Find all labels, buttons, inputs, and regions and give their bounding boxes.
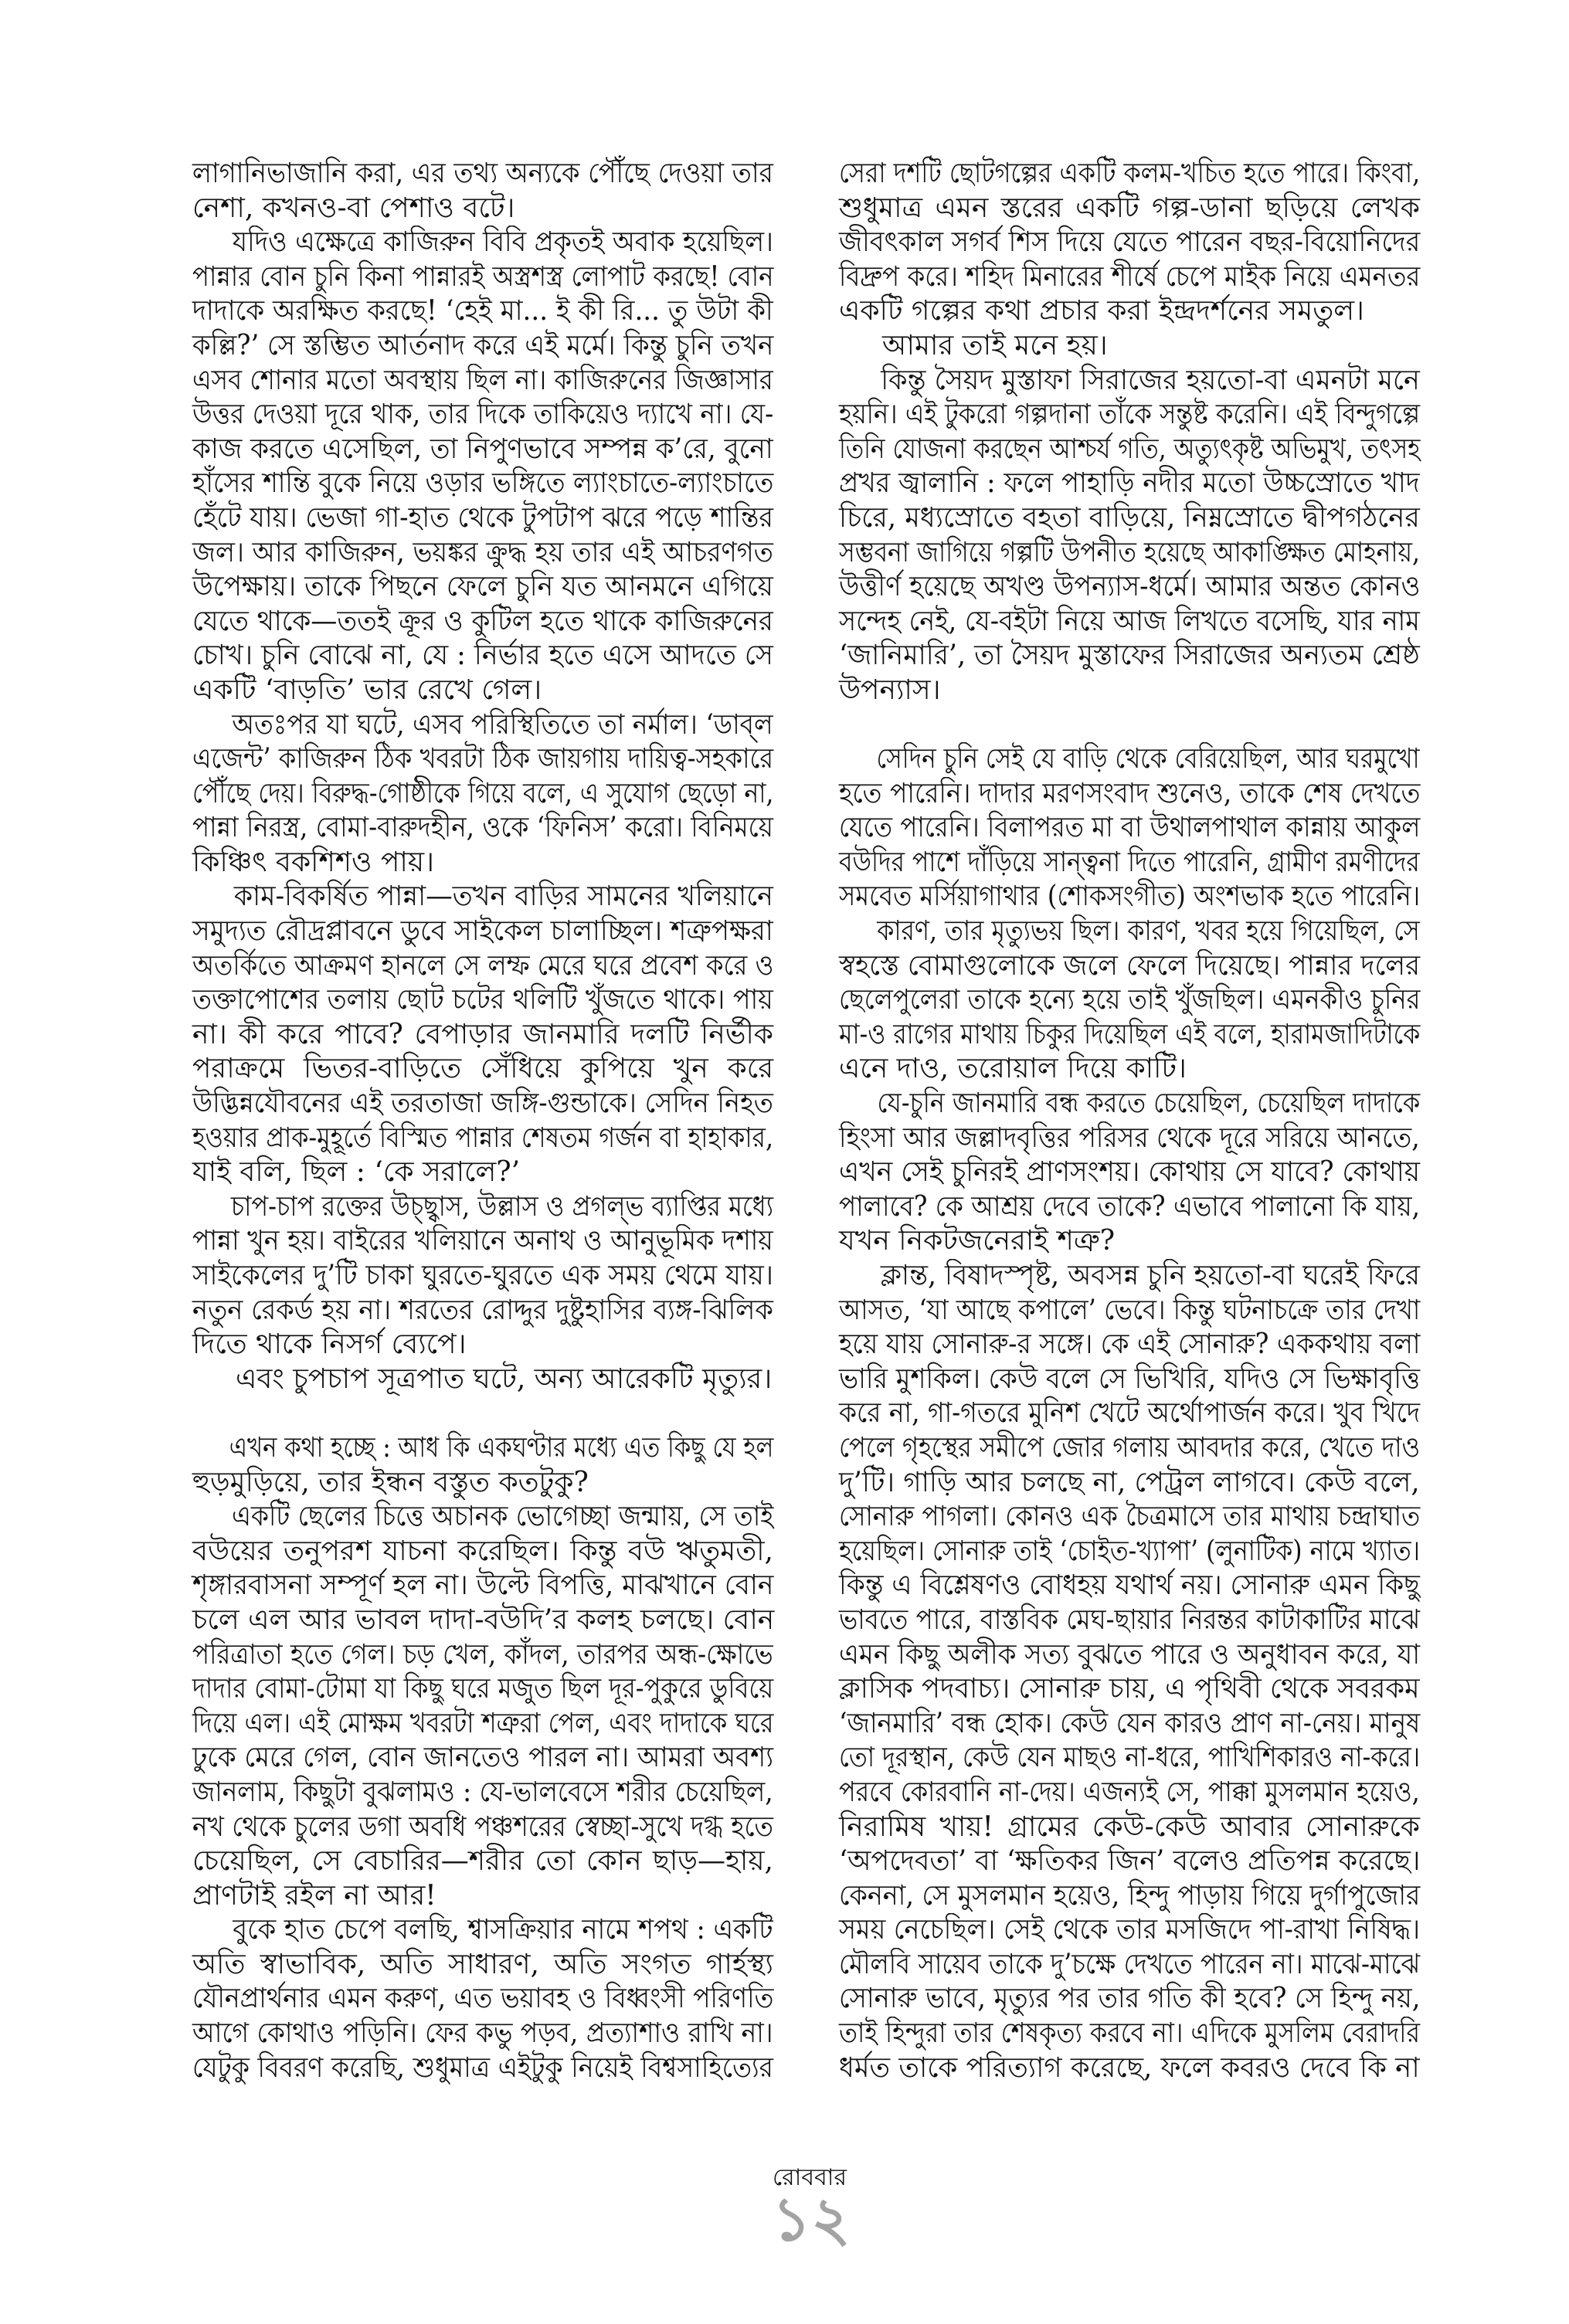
text-line: শুধুমাত্র এমন স্তরের একটি গল্প-ডানা ছড়িয়ে লেখক bbox=[839, 192, 1420, 224]
text-line: হেঁটে যায়। ভেজা গা-হাত থেকে টুপটাপ ঝরে পড়ে শান্তির bbox=[192, 501, 773, 534]
text-line: প্রখর জ্বালানি : ফলে পাহাড়ি নদীর মতো উচ্চস্রোতে খাদ bbox=[839, 467, 1420, 500]
paragraph bbox=[839, 742, 1420, 914]
paragraph bbox=[839, 157, 1420, 329]
text-line: শৃঙ্গারবাসনা সম্পূর্ণ হল না। উল্টে বিপত্তি, মাঝখানে বোন bbox=[192, 1569, 774, 1602]
text-line: উত্তর দেওয়া দূরে থাক, তার দিকে তাকিয়েও দ্যাখে না। যে- bbox=[192, 399, 774, 431]
text-line: এবং চুপচাপ সূত্রপাত ঘটে, অন্য আরেকটি মৃত্যুর। bbox=[236, 1362, 773, 1395]
page-number: ১২ bbox=[772, 2184, 851, 2254]
text-line: অতঃপর যা ঘটে, এসব পরিস্থিতিতে তা নর্মাল। ‘ডাব্‌ল bbox=[232, 708, 773, 741]
text-line: পরবে কোরবানি না-দেয়। এজন্যই সে, পাক্কা মুসলমান হয়েও, bbox=[839, 1776, 1420, 1808]
text-line: জানলাম, কিছুটা বুঝলামও : যে-ভালবেসে শরীর চেয়েছিল, bbox=[192, 1776, 773, 1808]
paragraph bbox=[192, 1431, 773, 1500]
text-line: একটি গল্পের কথা প্রচার করা ইন্দ্রদর্শনের সমতুল। bbox=[839, 295, 1364, 327]
text-line: বউয়ের তনুপরশ যাচনা করেছিল। কিন্তু বউ ঋতুমতী, bbox=[192, 1535, 773, 1567]
text-line: হতে পারেনি। দাদার মরণসংবাদ শুনেও, তাকে শেষ দেখতে bbox=[839, 777, 1421, 809]
paragraph bbox=[839, 914, 1420, 1087]
text-line: দাদার বোমা-টোমা যা কিছু ঘরে মজুত ছিল দূর-পুকুরে ডুবিয়ে bbox=[192, 1673, 774, 1705]
text-line: একটি ‘বাড়তি’ ভার রেখে গেল। bbox=[192, 673, 542, 706]
text-line: হিংসা আর জল্লাদবৃত্তির পরিসর থেকে দূরে সরিয়ে আনতে, bbox=[839, 1121, 1420, 1154]
text-line: উপেক্ষায়। তাকে পিছনে ফেলে চুনি যত আনমনে এগিয়ে bbox=[192, 571, 773, 603]
text-line: কিন্তু এ বিশ্লেষণও বোধহয় যথার্থ নয়। সোনারু এমন কিছু bbox=[839, 1569, 1420, 1602]
text-line: পান্না খুন হয়। বাইরের খলিয়ানে অনাথ ও আনুভূমিক দশায় bbox=[192, 1225, 773, 1257]
text-line: দাদাকে অরক্ষিত করছে! ‘হেই মা... ই কী রি... তু উটা কী bbox=[192, 295, 773, 327]
paragraph bbox=[839, 329, 1420, 364]
text-line: উত্তীর্ণ হয়েছে অখণ্ড উপন্যাস-ধর্মে। আমার অন্তত কোনও bbox=[839, 571, 1421, 603]
text-line: সোনারু পাগলা। কোনও এক চৈত্রমাসে তার মাথায় চন্দ্রাঘাত bbox=[839, 1501, 1421, 1533]
text-line: তিনি যোজনা করছেন আশ্চর্য গতি, অত্যুৎকৃষ্ট অভিমুখ, তৎসহ bbox=[839, 433, 1421, 465]
text-line: যখন নিকটজনেরাই শত্রু? bbox=[839, 1225, 1116, 1257]
text-line: লাগানিভাজানি করা, এর তথ্য অন্যকে পৌঁছে দেওয়া তার bbox=[192, 158, 774, 189]
text-line: পেলে গৃহস্থের সমীপে জোর গলায় আবদার করে, খেতে দাও bbox=[839, 1431, 1421, 1464]
text-line: সাইকেলের দু’টি চাকা ঘুরতে-ঘুরতে এক সময় থেমে যায়। bbox=[192, 1260, 773, 1291]
text-line: অতি স্বাভাবিক, অতি সাধারণ, অতি সংগত গার্হস্থ্য bbox=[192, 1948, 773, 1980]
text-line: পরাক্রমে ভিতর-বাড়িতে সেঁধিয়ে কুপিয়ে খুন করে bbox=[192, 1053, 773, 1085]
text-line: চোখ। চুনি বোঝে না, যে : নির্ভার হতে এসে আদতে সে bbox=[192, 640, 773, 672]
text-line: আসত, ‘যা আছে কপালে’ ভেবে। কিন্তু ঘটনাচক্রে তার দেখা bbox=[839, 1294, 1421, 1326]
text-line: কিন্তু সৈয়দ মুস্তাফা সিরাজের হয়তো-বা এমনটা মনে bbox=[881, 364, 1420, 396]
text-line: যে-চুনি জানমারি বন্ধ করতে চেয়েছিল, চেয়েছিল দাদাকে bbox=[877, 1087, 1421, 1120]
text-line: দিয়ে এল। এই মোক্ষম খবরটা শত্রুরা পেল, এবং দাদাকে ঘরে bbox=[192, 1707, 774, 1739]
paragraph bbox=[192, 1362, 773, 1397]
text-line: কেননা, সে মুসলমান হয়েও, হিন্দু পাড়ায় গিয়ে দুর্গাপুজোর bbox=[839, 1879, 1421, 1912]
text-line: কাম-বিকর্ষিত পান্না—তখন বাড়ির সামনের খলিয়ানে bbox=[233, 880, 773, 913]
text-line: চেয়েছিল, সে বেচারির—শরীর তো কোন ছাড়—হায়, bbox=[192, 1845, 773, 1878]
text-line: জল। আর কাজিরুন, ভয়ঙ্কর ক্রুদ্ধ হয় তার এই আচরণগত bbox=[192, 536, 773, 568]
text-line: তাই হিন্দুরা তার শেষকৃত্য করবে না। এদিকে মুসলিম বেরাদরি bbox=[839, 2017, 1421, 2050]
text-line: যেতে থাকে—ততই ক্রূর ও কুটিল হতে থাকে কাজিরুনের bbox=[192, 605, 773, 637]
text-line: উদ্ভিন্নযৌবনের এই তরতাজা জঙ্গি-গুন্ডাকে। সেদিন নিহত bbox=[192, 1087, 773, 1120]
text-line: নেশা, কখনও-বা পেশাও বটে। bbox=[192, 192, 515, 224]
text-line: পৌঁছে দেয়। বিরুদ্ধ-গোষ্ঠীকে গিয়ে বলে, এ সুযোগ ছেড়ো না, bbox=[192, 777, 774, 809]
text-line: ঢুকে মেরে গেল, বোন জানতেও পারল না। আমরা অবশ্য bbox=[192, 1742, 774, 1774]
text-line: জীবৎকাল সগর্ব শিস দিয়ে যেতে পারেন বছর-বিয়োনিদের bbox=[839, 226, 1421, 259]
paragraph bbox=[192, 1913, 773, 2085]
paragraph bbox=[192, 880, 773, 1189]
text-line: একটি ছেলের চিত্তে অচানক ভোগেচ্ছা জন্মায়, সে তাই bbox=[232, 1501, 774, 1533]
text-line: কিঞ্চিৎ বকশিশও পায়। bbox=[192, 846, 434, 878]
paragraph bbox=[839, 1259, 1420, 2085]
text-line: বুকে হাত চেপে বলছি, শ্বাসক্রিয়ার নামে শপথ : একটি bbox=[233, 1914, 773, 1946]
text-line: উপন্যাস। bbox=[839, 673, 941, 706]
section-break bbox=[192, 1396, 773, 1431]
text-line: চাপ-চাপ রক্তের উচ্ছ্বাস, উল্লাস ও প্রগল্‌ভ ব্যাপ্তির মধ্যে bbox=[230, 1190, 774, 1223]
text-line: চলে এল আর ভাবল দাদা-বউদি’র কলহ চলছে। বোন bbox=[192, 1603, 775, 1636]
text-line: দিতে থাকে নিসর্গ ব্যেপে। bbox=[192, 1328, 467, 1361]
text-line: তক্তাপোশের তলায় ছোট চটের থলিটি খুঁজতে থাকে। পায় bbox=[192, 984, 773, 1016]
paragraph bbox=[192, 1190, 773, 1362]
right-text-column bbox=[839, 157, 1420, 2085]
text-line: সেরা দশটি ছোটগল্পের একটি কলম-খচিত হতে পারে। কিংবা, bbox=[839, 158, 1421, 189]
text-line: না। কী করে পাবে? বেপাড়ার জানমারি দলটি নির্ভীক bbox=[192, 1018, 773, 1050]
paragraph bbox=[839, 1087, 1420, 1259]
text-line: হুড়মুড়িয়ে, তার ইন্ধন বস্তুত কতটুকু? bbox=[192, 1466, 589, 1498]
text-line: বিদ্রুপ করে। শহিদ মিনারের শীর্ষে চেপে মাইক নিয়ে এমনতর bbox=[839, 260, 1421, 293]
text-line: কল্লি?’ সে স্তম্ভিত আর্তনাদ করে এই মর্মে। কিন্তু চুনি তখন bbox=[192, 329, 774, 361]
text-line: যেটুকু বিবরণ করেছি, শুধুমাত্র এইটুকু নিয়েই বিশ্বসাহিত্যের bbox=[192, 2051, 773, 2084]
text-line: কাজ করতে এসেছিল, তা নিপুণভাবে সম্পন্ন ক’রে, বুনো bbox=[192, 433, 773, 465]
text-line: হওয়ার প্রাক-মুহূর্তে বিস্মিত পান্নার শেষতম গর্জন বা হাহাকার, bbox=[192, 1121, 774, 1154]
text-line: ‘জানিমারি’, তা সৈয়দ মুস্তাফের সিরাজের অন্যতম শ্রেষ্ঠ bbox=[839, 640, 1420, 672]
text-line: এসব শোনার মতো অবস্থায় ছিল না। কাজিরুনের জিজ্ঞাসার bbox=[192, 364, 773, 396]
magazine-name: রোববার bbox=[773, 2164, 847, 2191]
text-line: এনে দাও, তরোয়াল দিয়ে কাটি। bbox=[839, 1053, 1187, 1085]
text-line: মৌলবি সায়েব তাকে দু’চক্ষে দেখতে পারেন না। মাঝে-মাঝে bbox=[839, 1948, 1421, 1980]
text-line: তো দূরস্থান, কেউ যেন মাছও না-ধরে, পাখিশিকারও না-করে। bbox=[839, 1742, 1421, 1774]
text-line: এজেন্ট’ কাজিরুন ঠিক খবরটা ঠিক জায়গায় দায়িত্ব-সহকারে bbox=[192, 743, 774, 775]
text-line: ক্লাসিক পদবাচ্য। সোনারু চায়, এ পৃথিবী থেকে সবরকম bbox=[839, 1673, 1420, 1705]
text-line: সেদিন চুনি সেই যে বাড়ি থেকে বেরিয়েছিল, আর ঘরমুখো bbox=[876, 743, 1420, 775]
text-line: সমুদ্যত রৌদ্রপ্লাবনে ডুবে সাইকেল চালাচ্ছিল। শত্রুপক্ষরা bbox=[192, 915, 773, 948]
text-line: প্রাণটাই রইল না আর! bbox=[192, 1879, 436, 1912]
text-line: স্বহস্তে বোমাগুলোকে জলে ফেলে দিয়েছে। পান্নার দলের bbox=[839, 949, 1421, 982]
text-line: নখ থেকে চুলের ডগা অবধি পঞ্চশরের স্বেচ্ছা-সুখে দগ্ধ হতে bbox=[192, 1810, 774, 1843]
paragraph bbox=[192, 708, 773, 880]
text-line: এখন কথা হচ্ছে : আধ কি একঘণ্টার মধ্যে এত কিছু যে হল bbox=[229, 1431, 774, 1464]
paragraph bbox=[839, 364, 1420, 708]
section-break bbox=[839, 708, 1420, 743]
text-line: পান্নার বোন চুনি কিনা পান্নারই অস্ত্রশস্ত্র লোপাট করছে! বোন bbox=[192, 260, 774, 293]
text-line: যাই বলি, ছিল : ‘কে সরালে?’ bbox=[192, 1156, 521, 1189]
text-line: সমবেত মর্সিয়াগাথার (শোকসংগীত) অংশভাক হতে পারেনি। bbox=[839, 880, 1421, 913]
text-line: বউদির পাশে দাঁড়িয়ে সান্ত্বনা দিতে পারেনি, গ্রামীণ রমণীদের bbox=[839, 846, 1420, 878]
text-line: ক্লান্ত, বিষাদস্পৃষ্ট, অবসন্ন চুনি হয়তো-বা ঘরেই ফিরে bbox=[880, 1260, 1420, 1291]
text-line: ভাবতে পারে, বাস্তবিক মেঘ-ছায়ার নিরন্তর কাটাকাটির মাঝে bbox=[839, 1603, 1420, 1636]
text-line: চিরে, মধ্যস্রোতে বহতা বাড়িয়ে, নিম্নস্রোতে দ্বীপগঠনের bbox=[839, 501, 1420, 534]
text-line: ভারি মুশকিল। কেউ বলে সে ভিখিরি, যদিও সে ভিক্ষাবৃত্তি bbox=[839, 1362, 1421, 1395]
text-line: সন্দেহ নেই, যে-বইটা নিয়ে আজ লিখতে বসেছি, যার নাম bbox=[839, 605, 1420, 637]
text-line: কারণ, তার মৃত্যুভয় ছিল। কারণ, খবর হয়ে গিয়েছিল, সে bbox=[877, 915, 1420, 948]
text-line: আগে কোথাও পড়িনি। ফের কভু পড়ব, প্রত্যাশাও রাখি না। bbox=[192, 2017, 773, 2050]
text-line: মা-ও রাগের মাথায় চিকুর দিয়েছিল এই বলে, হারামজাদিটাকে bbox=[839, 1018, 1421, 1050]
text-line: সোনারু ভাবে, মৃত্যুর পর তার গতি কী হবে? সে হিন্দু নয়, bbox=[839, 1983, 1421, 2015]
text-line: পান্না নিরস্ত্র, বোমা-বারুদহীন, ওকে ‘ফিনিস’ করো। বিনিময়ে bbox=[192, 812, 773, 844]
text-line: হয়নি। এই টুকরো গল্পদানা তাঁকে সন্তুষ্ট করেনি। এই বিন্দুগল্পে bbox=[839, 399, 1421, 431]
text-line: যেতে পারেনি। বিলাপরত মা বা উথালপাথাল কান্নায় আকুল bbox=[839, 812, 1421, 844]
text-line: পালাবে? কে আশ্রয় দেবে তাকে? এভাবে পালানো কি যায়, bbox=[839, 1190, 1421, 1223]
paragraph bbox=[192, 226, 773, 707]
text-line: ছেলেপুলেরা তাকে হন্যে হয়ে তাই খুঁজছিল। এমনকীও চুনির bbox=[839, 984, 1421, 1016]
left-text-column bbox=[192, 157, 773, 2085]
text-line: হয়েছিল। সোনারু তাই ‘চোইত-খ্যাপা’ (লুনাটিক) নামে খ্যাত। bbox=[839, 1535, 1420, 1567]
text-line: হাঁসের শান্তি বুকে নিয়ে ওড়ার ভঙ্গিতে ল্যাংচাতে-ল্যাংচাতে bbox=[192, 467, 774, 500]
text-line: যৌনপ্রার্থনার এমন করুণ, এত ভয়াবহ ও বিধ্বংসী পরিণতি bbox=[192, 1983, 774, 2015]
text-line: সম্ভবনা জাগিয়ে গল্পটি উপনীত হয়েছে আকাঙ্ক্ষিত মোহনায়, bbox=[839, 536, 1420, 568]
text-line: নতুন রেকর্ড হয় না। শরতের রোদ্দুর দুষ্টুহাসির ব্যঙ্গ-ঝিলিক bbox=[192, 1294, 773, 1326]
paragraph bbox=[192, 1500, 773, 1913]
text-line: যদিও এক্ষেত্রে কাজিরুন বিবি প্রকৃতই অবাক হয়েছিল। bbox=[232, 226, 773, 259]
text-line: ‘জানমারি’ বন্ধ হোক। কেউ যেন কারও প্রাণ না-নেয়। মানুষ bbox=[839, 1707, 1421, 1739]
text-line: করে না, গা-গতরে মুনিশ খেটে অর্থোপার্জন করে। খুব খিদে bbox=[839, 1397, 1421, 1430]
text-line: এখন সেই চুনিরই প্রাণসংশয়। কোথায় সে যাবে? কোথায় bbox=[839, 1156, 1420, 1189]
paragraph bbox=[192, 157, 773, 226]
text-line: ‘অপদেবতা’ বা ‘ক্ষতিকর জিন’ বলেও প্রতিপন্ন করেছে। bbox=[839, 1845, 1421, 1878]
text-line: দু’টি। গাড়ি আর চলছে না, পেট্রল লাগবে। কেউ বলে, bbox=[839, 1466, 1420, 1498]
text-line: হয়ে যায় সোনারু-র সঙ্গে। কে এই সোনারু? এককথায় বলা bbox=[839, 1328, 1421, 1361]
text-line: ধর্মত তাকে পরিত্যাগ করেছে, ফলে কবরও দেবে কি না bbox=[839, 2051, 1420, 2084]
text-line: নিরামিষ খায়! গ্রামের কেউ-কেউ আবার সোনারুকে bbox=[839, 1810, 1420, 1843]
text-line: আমার তাই মনে হয়। bbox=[882, 329, 1108, 361]
text-line: সময় নেচেছিল। সেই থেকে তার মসজিদে পা-রাখা নিষিদ্ধ। bbox=[839, 1914, 1421, 1946]
text-line: অতর্কিতে আক্রমণ হানলে সে লম্ফ মেরে ঘরে প্রবেশ করে ও bbox=[192, 949, 774, 982]
text-line: এমন কিছু অলীক সত্য বুঝতে পারে ও অনুধাবন করে, যা bbox=[839, 1638, 1421, 1671]
text-line: পরিত্রাতা হতে গেল। চড় খেল, কাঁদল, তারপর অন্ধ-ক্ষোভে bbox=[192, 1638, 773, 1671]
